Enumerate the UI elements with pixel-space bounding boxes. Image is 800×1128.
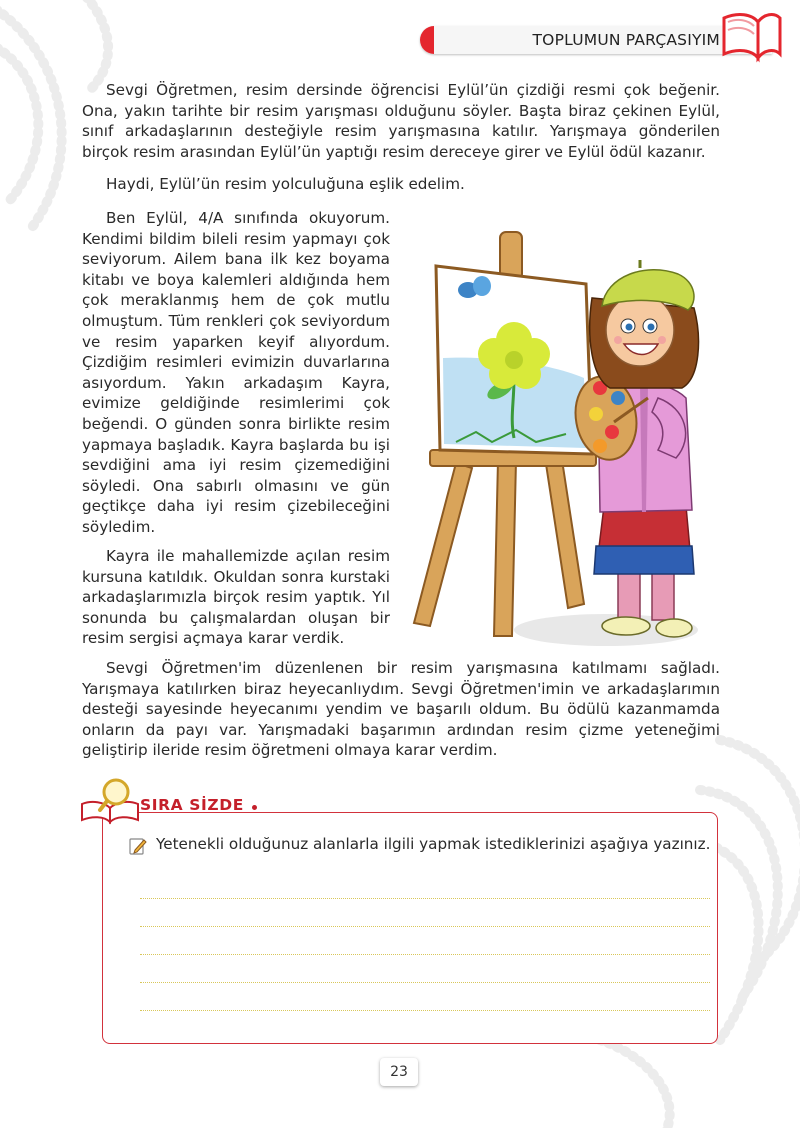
answer-line-2[interactable] [140,926,710,927]
page-number: 23 [380,1058,418,1086]
painting-canvas-graphic [436,266,592,454]
answer-line-1[interactable] [140,898,710,899]
pencil-note-icon [128,836,148,856]
open-book-icon [718,8,782,66]
answer-line-4[interactable] [140,982,710,983]
story-paragraph-1: Ben Eylül, 4/A sınıfında okuyorum. Kendimi bildim bileli resim yapmayı çok seviyorum. Ailem bana ilk kez boyama kitabı ve boya kalemleri aldığında hem çok meraklanmış hem de çok mutlu olmuştum. Tüm renkleri çok seviyordum ve resim yaparken keyif alıyordum. Çizdiğim resimleri evimizin duvarlarına asıyordum. Yakın arkadaşım Kayra, evimize geldiğinde resimlerimi çok beğendi. O günden sonra birlikte resim yapmaya başladık. Kayra başlarda bu işi sevdiğini ama iyi resim çizemediğini söyledi. Ona sabırlı olmasını ve gün geçtikçe daha iyi resim çizebileceğini söyledim. [82,209,390,536]
answer-line-5[interactable] [140,1010,710,1011]
activity-title: SIRA SİZDE [140,796,244,814]
story-paragraph-3: Sevgi Öğretmen'im düzenlenen bir resim yarışmasına katılmamı sağladı. Yarışmaya katılırken biraz heyecanlıydım. Sevgi Öğretmen'imin ve arkadaşlarımın desteği sayesinde heyecanımı yendim ve başarılı oldum. Bu ödülü kazanmamda onların da payı var. Yarışmadaki başarımın ardından resim çizme yeteneğimi geliştirip ileride resim öğretmeni olmaya karar verdim. [82,659,720,760]
answer-line-3[interactable] [140,954,710,955]
intro-paragraph: Sevgi Öğretmen, resim dersinde öğrencisi Eylül’ün çizdiği resmi çok beğenir. Ona, yakın tarihte bir resim yarışması olduğunu söyler. Başta biraz çekinen Eylül, sınıf arkadaşlarının desteğiyle resim yarışmasına katılır. Yarışmaya gönderilen birçok resim arasından Eylül’ün yaptığı resim dereceye girer ve Eylül ödül kazanır. [82,81,720,161]
book-magnifier-icon [78,774,142,826]
girl-painting-illustration [396,228,716,658]
activity-prompt: Yetenekli olduğunuz alanlarla ilgili yapmak istediklerinizi aşağıya yazınız. [156,835,711,853]
title-dot [252,805,257,810]
invite-paragraph: Haydi, Eylül’ün resim yolculuğuna eşlik edelim. [106,175,465,193]
story-paragraph-2: Kayra ile mahallemizde açılan resim kursuna katıldık. Okuldan sonra kurstaki arkadaşlarımızla birçok resim yaptık. Yıl sonunda bu çalışmalardan oluşan bir resim sergisi açmaya karar verdik. [82,547,390,648]
unit-title: TOPLUMUN PARÇASIYIM [532,31,720,49]
